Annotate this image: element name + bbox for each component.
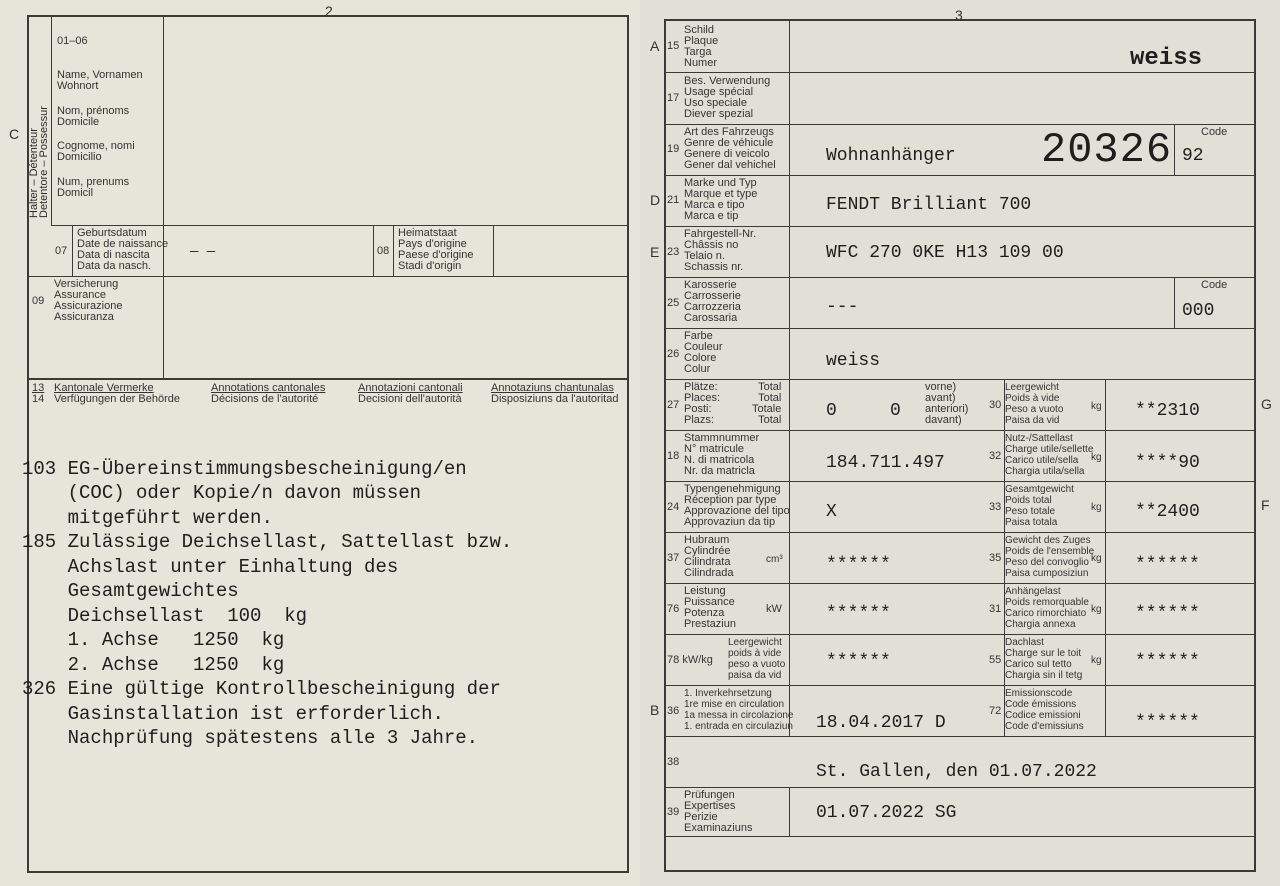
- section-letter-g: G: [1261, 396, 1272, 412]
- matriculation-value: 184.711.497: [826, 453, 945, 473]
- divider: [664, 583, 1256, 584]
- field-26-label: Farbe Couleur Colore Colur: [684, 330, 723, 375]
- divider: [789, 19, 790, 737]
- divider: [664, 634, 1256, 635]
- field-78-label: Leergewicht poids à vide peso a vuoto paisa da vid: [728, 637, 786, 681]
- empty-weight-value: **2310: [1135, 401, 1200, 421]
- total-weight-value: **2400: [1135, 502, 1200, 522]
- divider: [72, 225, 73, 276]
- chassis-number-value: WFC 270 0KE H13 109 00: [826, 243, 1064, 263]
- divider: [664, 124, 1256, 125]
- field-24-number: 24: [667, 501, 680, 513]
- divider: [1174, 277, 1175, 328]
- divider: [664, 685, 1256, 686]
- divider: [664, 379, 1256, 380]
- remarks-text: [22, 432, 512, 775]
- divider: [27, 276, 629, 277]
- field-25-code: 000: [1182, 301, 1215, 321]
- body-value: ---: [826, 297, 859, 317]
- field-19-label: Art des Fahrzeugs Genre de véhicule Genere di veicolo Gener dal vehichel: [684, 126, 776, 171]
- remark-line: 2. Achse 1250 kg: [22, 653, 285, 676]
- field-23-label: Fahrgestell-Nr. Châssis no Telaio n. Schassis nr.: [684, 228, 757, 273]
- name-label-fr: Nom, prénoms Domicile: [57, 105, 130, 128]
- field-55-unit: kg: [1091, 655, 1102, 666]
- field-07-value: — —: [190, 244, 216, 260]
- remark-line: Achslast unter Einhaltung des: [22, 555, 399, 578]
- field-09-label: Versicherung Assurance Assicurazione Assicuranza: [54, 278, 123, 323]
- field-01-06: 01–06: [57, 35, 88, 47]
- divider: [664, 736, 1256, 737]
- field-39-label: Prüfungen Expertises Perizie Examinaziuns: [684, 789, 753, 834]
- seats-front-label: vorne) avant) anteriori) davant): [925, 381, 969, 426]
- field-35-label: Gewicht des Zuges Poids de l'ensemble Peso del convoglio Paisa cumposiziun: [1005, 535, 1095, 579]
- field-18-label: Stammnummer N° matricule N. di matricola Nr. da matricla: [684, 432, 760, 477]
- issue-place-date-value: St. Gallen, den 01.07.2022: [816, 762, 1097, 782]
- divider: [27, 378, 629, 380]
- inspection-value: 01.07.2022 SG: [816, 803, 957, 823]
- field-32-unit: kg: [1091, 452, 1102, 463]
- field-07-number: 07: [55, 245, 68, 257]
- page-number-left: 2: [325, 3, 333, 19]
- displacement-value: ******: [826, 555, 891, 575]
- field-19-number: 19: [667, 143, 680, 155]
- towing-load-value: ******: [1135, 604, 1200, 624]
- annotations-col-it: Annotazioni cantonali Decisioni dell'autorità: [358, 382, 463, 405]
- section-letter-d: D: [650, 192, 661, 208]
- holder-vertical-label: Halter – Détenteur Detentore – Possessur: [28, 106, 50, 218]
- field-26-number: 26: [667, 348, 680, 360]
- field-33-number: 33: [989, 501, 1002, 513]
- remark-line: 185 Zulässige Deichsellast, Sattellast bzw.: [22, 531, 513, 553]
- remark-line: (COC) oder Kopie/n davon müssen: [22, 482, 422, 504]
- remark-line: 1. Achse 1250 kg: [22, 629, 285, 651]
- field-78-number-unit: 78 kW/kg: [667, 654, 713, 666]
- field-27-label: Plätze: Places: Posti: Plazs:: [684, 381, 721, 426]
- field-33-label: Gesamtgewicht Poids total Peso totale Paisa totala: [1005, 484, 1074, 528]
- field-72-number: 72: [989, 705, 1002, 717]
- divider: [664, 787, 1256, 788]
- annotations-col-fr: Annotations cantonales Décisions de l'autorité: [211, 382, 326, 405]
- remark-line: 326 Eine gültige Kontrollbescheinigung der: [22, 678, 501, 700]
- color-value: weiss: [826, 351, 881, 371]
- divider: [1105, 379, 1106, 736]
- divider: [493, 225, 494, 276]
- field-33-unit: kg: [1091, 502, 1102, 513]
- roof-load-value: ******: [1135, 652, 1200, 672]
- field-19-code: 92: [1182, 146, 1204, 166]
- field-15-number: 15: [667, 40, 680, 52]
- divider: [664, 328, 1256, 329]
- power-value: ******: [826, 604, 891, 624]
- field-15-label: Schild Plaque Targa Numer: [684, 24, 719, 69]
- divider: [393, 225, 394, 276]
- field-32-label: Nutz-/Sattellast Charge utile/sellette Carico utile/sella Chargia utila/sella: [1005, 433, 1094, 477]
- name-label-rm: Num, prenums Domicil: [57, 176, 130, 199]
- divider: [1174, 124, 1175, 175]
- section-letter-e: E: [650, 244, 660, 260]
- divider: [664, 72, 1256, 73]
- vehicle-stamp-number: 20326: [1041, 126, 1173, 174]
- remark-line: Gesamtgewichtes: [22, 580, 239, 602]
- field-72-label: Emissionscode Code émissions Codice emissioni Code d'emissiuns: [1005, 688, 1084, 732]
- divider: [664, 175, 1256, 176]
- field-21-label: Marke und Typ Marque et type Marca e tipo Marca e tip: [684, 177, 758, 222]
- divider: [664, 430, 1256, 431]
- field-37-unit: cm³: [766, 554, 783, 565]
- field-37-label: Hubraum Cylindrée Cilindrata Cilindrada: [684, 534, 734, 579]
- divider: [664, 481, 1256, 482]
- divider: [664, 532, 1256, 533]
- remark-line: mitgeführt werden.: [22, 506, 273, 529]
- field-08-number: 08: [377, 245, 390, 257]
- field-30-unit: kg: [1091, 401, 1102, 412]
- seats-total-value: 0: [826, 401, 837, 421]
- vehicle-type-value: Wohnanhänger: [826, 146, 956, 166]
- seats-front-value: 0: [890, 401, 901, 421]
- field-31-label: Anhängelast Poids remorquable Carico rimorchiato Chargia annexa: [1005, 586, 1089, 630]
- divider: [664, 836, 1256, 837]
- field-76-unit: kW: [766, 603, 782, 615]
- make-type-value: FENDT Brilliant 700: [826, 195, 1032, 215]
- field-39-number: 39: [667, 806, 680, 818]
- divider: [664, 277, 1256, 278]
- field-17-number: 17: [667, 92, 680, 104]
- section-letter-b: B: [650, 702, 660, 718]
- field-18-number: 18: [667, 450, 680, 462]
- field-37-number: 37: [667, 552, 680, 564]
- field-35-unit: kg: [1091, 553, 1102, 564]
- field-27-total-label: Total Total Totale Total: [752, 381, 782, 426]
- field-25-label: Karosserie Carrosserie Carrozzeria Carossaria: [684, 279, 741, 324]
- field-09-number: 09: [32, 295, 45, 307]
- field-76-number: 76: [667, 603, 680, 615]
- remark-line: Deichsellast 100 kg: [22, 604, 308, 627]
- annotations-col-rm: Annotaziuns chantunalas Disposiziuns da l'autoritad: [491, 382, 619, 405]
- plate-value: weiss: [1130, 45, 1203, 72]
- field-55-number: 55: [989, 654, 1002, 666]
- emission-code-value: ******: [1135, 713, 1200, 733]
- payload-value: ****90: [1135, 453, 1200, 473]
- field-38-number: 38: [667, 756, 680, 768]
- field-55-label: Dachlast Charge sur le toit Carico sul tetto Chargia sin il tetg: [1005, 637, 1083, 681]
- field-31-number: 31: [989, 603, 1002, 615]
- name-label-de: Name, Vornamen Wohnort: [57, 69, 143, 92]
- section-letter-a: A: [650, 38, 660, 54]
- holder-section-letter: C: [9, 126, 20, 142]
- page-number-right: 3: [955, 7, 963, 23]
- field-25-number: 25: [667, 297, 680, 309]
- annotations-numbers: 13 14: [32, 382, 45, 405]
- divider: [789, 787, 790, 837]
- field-76-label: Leistung Puissance Potenza Prestaziun: [684, 585, 736, 630]
- field-31-unit: kg: [1091, 604, 1102, 615]
- field-24-label: Typengenehmigung Réception par type Approvazione del tipo Approvaziun da tip: [684, 483, 790, 528]
- train-weight-value: ******: [1135, 555, 1200, 575]
- field-08-label: Heimatstaat Pays d'origine Paese d'origine Stadi d'origin: [398, 227, 474, 272]
- field-25-code-label: Code: [1201, 279, 1228, 291]
- field-32-number: 32: [989, 450, 1002, 462]
- field-23-number: 23: [667, 246, 680, 258]
- annotations-col-de: Kantonale Vermerke Verfügungen der Behörde: [54, 382, 180, 405]
- divider: [51, 15, 52, 225]
- field-30-label: Leergewicht Poids à vide Peso a vuoto Paisa da vid: [1005, 382, 1064, 426]
- field-35-number: 35: [989, 552, 1002, 564]
- field-19-code-label: Code: [1201, 126, 1228, 138]
- remark-line: 103 EG-Übereinstimmungsbescheinigung/en: [22, 457, 467, 480]
- field-36-number: 36: [667, 705, 680, 717]
- remark-line: Gasinstallation ist erforderlich.: [22, 702, 444, 725]
- field-17-label: Bes. Verwendung Usage spécial Uso speciale Diever spezial: [684, 75, 771, 120]
- divider: [51, 225, 629, 226]
- first-registration-value: 18.04.2017 D: [816, 713, 946, 733]
- type-approval-value: X: [826, 502, 837, 522]
- section-letter-f: F: [1261, 497, 1270, 513]
- power-weight-value: ******: [826, 652, 891, 672]
- divider: [373, 225, 374, 276]
- name-label-it: Cognome, nomi Domicilio: [57, 140, 135, 163]
- divider: [664, 226, 1256, 227]
- field-30-number: 30: [989, 399, 1002, 411]
- field-07-label: Geburtsdatum Date de naissance Data di nascita Data da nasch.: [77, 227, 169, 272]
- field-21-number: 21: [667, 194, 680, 206]
- field-27-number: 27: [667, 399, 680, 411]
- remark-line: Nachprüfung spätestens alle 3 Jahre.: [22, 727, 479, 749]
- field-36-label: 1. Inverkehrsetzung 1re mise en circulation 1a messa in circolazione 1. entrada en circulaziun: [684, 688, 794, 732]
- divider: [163, 15, 164, 378]
